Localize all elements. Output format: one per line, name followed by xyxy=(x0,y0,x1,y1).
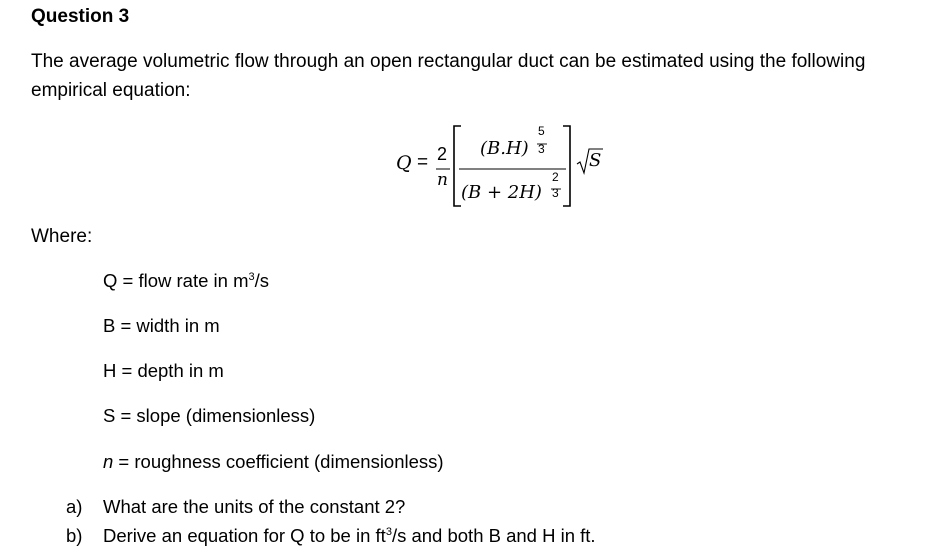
question-heading: Question 3 xyxy=(31,6,130,27)
inner-numerator: (B.H) xyxy=(480,138,529,159)
question-b-suffix: /s and both B and H in ft. xyxy=(391,525,596,546)
eq-equals: = xyxy=(417,152,429,173)
definition-q-text: Q = flow rate in m xyxy=(103,270,249,291)
inner-denominator: (B + 2H) xyxy=(461,182,542,203)
question-a xyxy=(66,496,405,518)
flow-equation xyxy=(390,118,620,213)
definition-s: S = slope (dimensionless) xyxy=(103,405,316,426)
definition-n xyxy=(103,451,444,473)
definition-q-superscript: 3 xyxy=(248,271,255,283)
definition-b: B = width in m xyxy=(103,315,220,336)
coef-numerator: 2 xyxy=(437,144,448,164)
sqrt-argument: S xyxy=(589,150,602,171)
definition-q xyxy=(103,270,269,292)
den-exponent-numerator: 2 xyxy=(552,170,559,184)
question-b-letter: b) xyxy=(66,525,83,546)
right-bracket xyxy=(563,126,570,206)
where-label: Where: xyxy=(31,226,93,247)
num-exponent-numerator: 5 xyxy=(538,124,545,138)
question-b xyxy=(66,525,596,547)
intro-line-2: empirical equation: xyxy=(31,80,191,101)
question-a-letter: a) xyxy=(66,496,83,517)
definition-h: H = depth in m xyxy=(103,360,224,381)
den-exponent-denominator: 3 xyxy=(552,186,559,200)
eq-lhs: Q xyxy=(396,152,412,174)
question-a-text: What are the units of the constant 2? xyxy=(103,496,406,517)
question-b-superscript: 3 xyxy=(385,526,392,538)
left-bracket xyxy=(454,126,461,206)
intro-line-1: The average volumetric flow through an open rectangular duct can be estimated using the following xyxy=(31,51,866,72)
coef-denominator: n xyxy=(437,170,448,190)
question-b-text: Derive an equation for Q to be in ft xyxy=(103,525,386,546)
definition-n-variable: n xyxy=(103,451,114,472)
definition-n-text: = roughness coefficient (dimensionless) xyxy=(113,451,444,472)
num-exponent-denominator: 3 xyxy=(538,142,545,156)
definition-q-suffix: /s xyxy=(254,270,269,291)
